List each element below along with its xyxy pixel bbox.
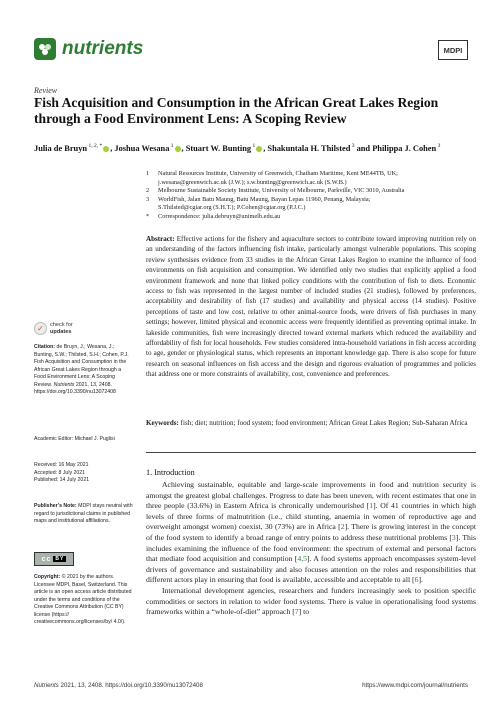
paragraph-text: ]. xyxy=(418,575,423,585)
reference-link[interactable]: 6 xyxy=(414,575,419,585)
affiliations xyxy=(146,170,476,222)
abstract-label: Abstract: xyxy=(146,235,175,243)
affiliation-line xyxy=(146,213,476,222)
affiliation-line xyxy=(146,196,476,205)
affiliation-number: 1 xyxy=(146,170,150,177)
abstract-text: Effective actions for the fishery and aquaculture sectors to contribute toward improving nutrition rely on an understanding of the factors influencing fish intake, particularly amongst vulnerable populations. This scoping review synthesises evidence from 33 studies in the African Great Lakes Region to examine the influence of food environments on fish acquisition and consumption. We identified only two studies that explicitly applied a food environment framework and none that linked policy conditions with the contribution of fish to diets. Economic access to fish was represented in the largest number of included studies (21 studies), followed by preferences, acceptability and desirability of fish (17 studies) and availability and physical access (14 studies). Positive perceptions of taste and low cost, relative to other animal-source foods, were drivers of fish purchases in many settings; however, limited physical and economic access were frequently identified as preventing optimal intake. In lakeside communities, fish were increasingly directed toward external markets which reduced the availability and affordability of fish for local households. Few studies considered intra-household variations in fish access according to age, gender or physiological status, which represents an important knowledge gap. There is also scope for future research on seasonal influences on fish access and the design and rigorous evaluation of programmes and policies that address one or more constraints of availability, cost, convenience and preferences. xyxy=(146,235,477,379)
author-name: Shakuntala H. Thilsted xyxy=(267,143,351,153)
citation-journal: Nutrients xyxy=(53,381,75,388)
reference-link[interactable]: 3 xyxy=(451,532,456,542)
article-title: Fish Acquisition and Consumption in the African Great Lakes Region through a Food Environment Lens: A Scoping Review xyxy=(34,95,439,126)
reference-link[interactable]: 7 xyxy=(294,607,299,617)
dates-block xyxy=(34,462,134,485)
author-affiliation-marker: 1 xyxy=(251,143,256,149)
editor-name: Michael J. Puglisi xyxy=(74,436,115,442)
author-affiliation-marker: 1, 2, * xyxy=(87,143,103,149)
paragraph-text: ]. This includes examining the influence of the food environment: the spectrum of external and personal factors that mediate food acquisition and consumption [ xyxy=(146,532,476,564)
affiliation-text: Melbourne Sustainable Society Institute, University of Melbourne, Parkville, VIC 3010, Australia xyxy=(158,187,405,195)
affiliation-number xyxy=(146,179,158,188)
abstract xyxy=(146,234,476,380)
author-name: Julia de Bruyn xyxy=(34,143,88,153)
affiliation-line xyxy=(146,204,476,213)
cc-by-label: BY xyxy=(55,556,65,562)
author-separator: , xyxy=(181,143,186,153)
copyright-text: © 2021 by the authors. Licensee MDPI, Basel, Switzerland. This article is an open access article distributed under the terms and conditions of the Creative Commons Attribution (CC BY) license (https:// creativecommons.org/licenses/by/ 4.0/). xyxy=(34,574,132,625)
cc-label: cc xyxy=(41,555,52,563)
reference-link[interactable]: 2 xyxy=(340,522,345,532)
author-separator: , xyxy=(110,143,115,153)
author-affiliation-marker: 1 xyxy=(169,143,174,149)
intro-paragraph-2 xyxy=(146,586,476,618)
journal-logo xyxy=(34,38,143,60)
check-updates-icon: ✓ xyxy=(34,322,47,335)
paragraph-text: Achieving sustainable, equitable and large-scale improvements in food and nutrition security is amongst the greatest global challenges. Progress to date has been uneven, with recent estimates that one in three people (33.6%) in Eastern Africa is chronically undernourished [ xyxy=(146,480,476,511)
affiliation-text: WorldFish, Jalan Batu Maung, Batu Maung, Bayan Lepas 11960, Penang, Malaysia; xyxy=(158,195,371,203)
published-date: Published: 14 July 2021 xyxy=(34,477,90,483)
article-type: Review xyxy=(34,86,58,95)
publisher-note-text: MDPI stays neutral with regard to jurisdictional claims in published maps and institutional affiliations. xyxy=(34,503,133,524)
affiliation-text: S.Thilsted@cgiar.org (S.H.T.); P.Cohen@cgiar.org (P.J.C.) xyxy=(158,204,306,212)
author-separator: and xyxy=(354,143,373,153)
reference-link[interactable]: 1 xyxy=(369,501,374,511)
citation-doi[interactable]: 2021, 13, 2408. https://doi.org/10.3390/nu13072408 xyxy=(34,381,116,395)
author-name: Joshua Wesana xyxy=(114,143,170,153)
paragraph-text: International development agencies, researchers and funders increasingly seek to position specific commodities or sectors in relation to wider food systems. There is value in operationalising food systems frameworks within a “whole-of-diet” approach [ xyxy=(146,585,476,617)
affiliation-number: * xyxy=(146,212,150,220)
accepted-date: Accepted: 8 July 2021 xyxy=(34,469,86,476)
orcid-icon[interactable] xyxy=(175,146,181,152)
copyright-block xyxy=(34,574,134,627)
paragraph-text: ]. A food systems approach encompasses system-level drivers of governance and sustainability and also focuses attention on the roles and responsibilities that different actors play in ensuring that food is available, accessible and acceptable to all [ xyxy=(146,554,477,585)
citation-label: Citation: xyxy=(34,344,56,350)
footer-citation xyxy=(34,682,203,689)
check-for-updates-button[interactable] xyxy=(34,322,73,335)
intro-paragraph-1 xyxy=(146,480,476,586)
orcid-icon[interactable] xyxy=(256,146,262,152)
orcid-icon[interactable] xyxy=(103,146,109,152)
section-heading-introduction: 1. Introduction xyxy=(146,468,195,477)
footer-doi[interactable]: 2021, 13, 2408. https://doi.org/10.3390/nu13072408 xyxy=(60,682,203,689)
citation-block xyxy=(34,344,134,397)
keywords xyxy=(146,418,476,428)
publisher-note-label: Publisher’s Note: xyxy=(34,503,77,509)
author-list xyxy=(34,140,474,155)
paragraph-text: ]. Of 41 countries in which high levels of three forms of malnutrition (i.e., child stunting, anaemia in women of reproductive age and overweight amongst women) coexist, 30 (73%) are in Africa [ xyxy=(146,501,476,532)
author-affiliation-marker: 3 xyxy=(350,143,355,149)
affiliation-line xyxy=(146,170,476,179)
author-name: Philippa J. Cohen xyxy=(372,143,437,153)
section-divider xyxy=(146,452,476,453)
affiliation-text: Correspondence: julia.debruyn@unimelb.edu.au xyxy=(158,212,281,220)
check-updates-line1: check for xyxy=(50,322,73,328)
footer-journal-url[interactable]: https://www.mdpi.com/journal/nutrients xyxy=(362,682,468,689)
affiliation-number: 3 xyxy=(146,195,150,203)
affiliation-text: Natural Resources Institute, University of Greenwich, Chatham Maritime, Kent ME44TB, UK; xyxy=(158,170,398,177)
author-name: Stuart W. Bunting xyxy=(185,143,252,153)
footer-journal: Nutrients xyxy=(34,682,59,689)
received-date: Received: 16 May 2021 xyxy=(34,462,89,468)
editor-label: Academic Editor: xyxy=(34,436,74,442)
cc-by-license-icon[interactable] xyxy=(34,552,74,566)
journal-name: nutrients xyxy=(62,38,144,59)
publisher-note xyxy=(34,503,134,526)
keywords-label: Keywords: xyxy=(146,419,179,427)
citation-text: de Bruyn, J.; Wesana, J.; Bunting, S.W.; Thilsted, S.H.; Cohen, P.J. Fish Acquisition and Consumption in the African Great Lakes Region through a Food Environment Lens: A Scoping Review. xyxy=(34,344,129,388)
affiliation-line xyxy=(146,187,476,196)
paragraph-text: ]. There is growing interest in the concept of the food system to identify a broad range of entry points to address these nutritional problems [ xyxy=(146,522,476,542)
reference-link[interactable]: 4,5 xyxy=(297,554,307,564)
paragraph-text: ] to xyxy=(298,607,310,617)
affiliation-text: j.wesana@greenwich.ac.uk (J.W.); s.w.bunting@greenwich.ac.uk (S.W.B.) xyxy=(158,178,347,186)
page-footer xyxy=(34,682,468,689)
academic-editor xyxy=(34,436,134,444)
author-separator: , xyxy=(263,143,268,153)
keywords-text: fish; diet; nutrition; food system; food environment; African Great Lakes Region; Sub-Saharan Africa xyxy=(180,419,468,427)
author-affiliation-marker: 3 xyxy=(436,143,441,149)
nutrients-logo-icon xyxy=(34,38,56,60)
mdpi-logo: MDPI xyxy=(438,40,468,60)
affiliation-line xyxy=(146,179,476,188)
copyright-label: Copyright: xyxy=(34,574,61,580)
introduction-body xyxy=(146,480,476,618)
affiliation-number: 2 xyxy=(146,187,150,195)
check-updates-line2: updates xyxy=(50,328,72,335)
affiliation-number xyxy=(146,204,158,213)
